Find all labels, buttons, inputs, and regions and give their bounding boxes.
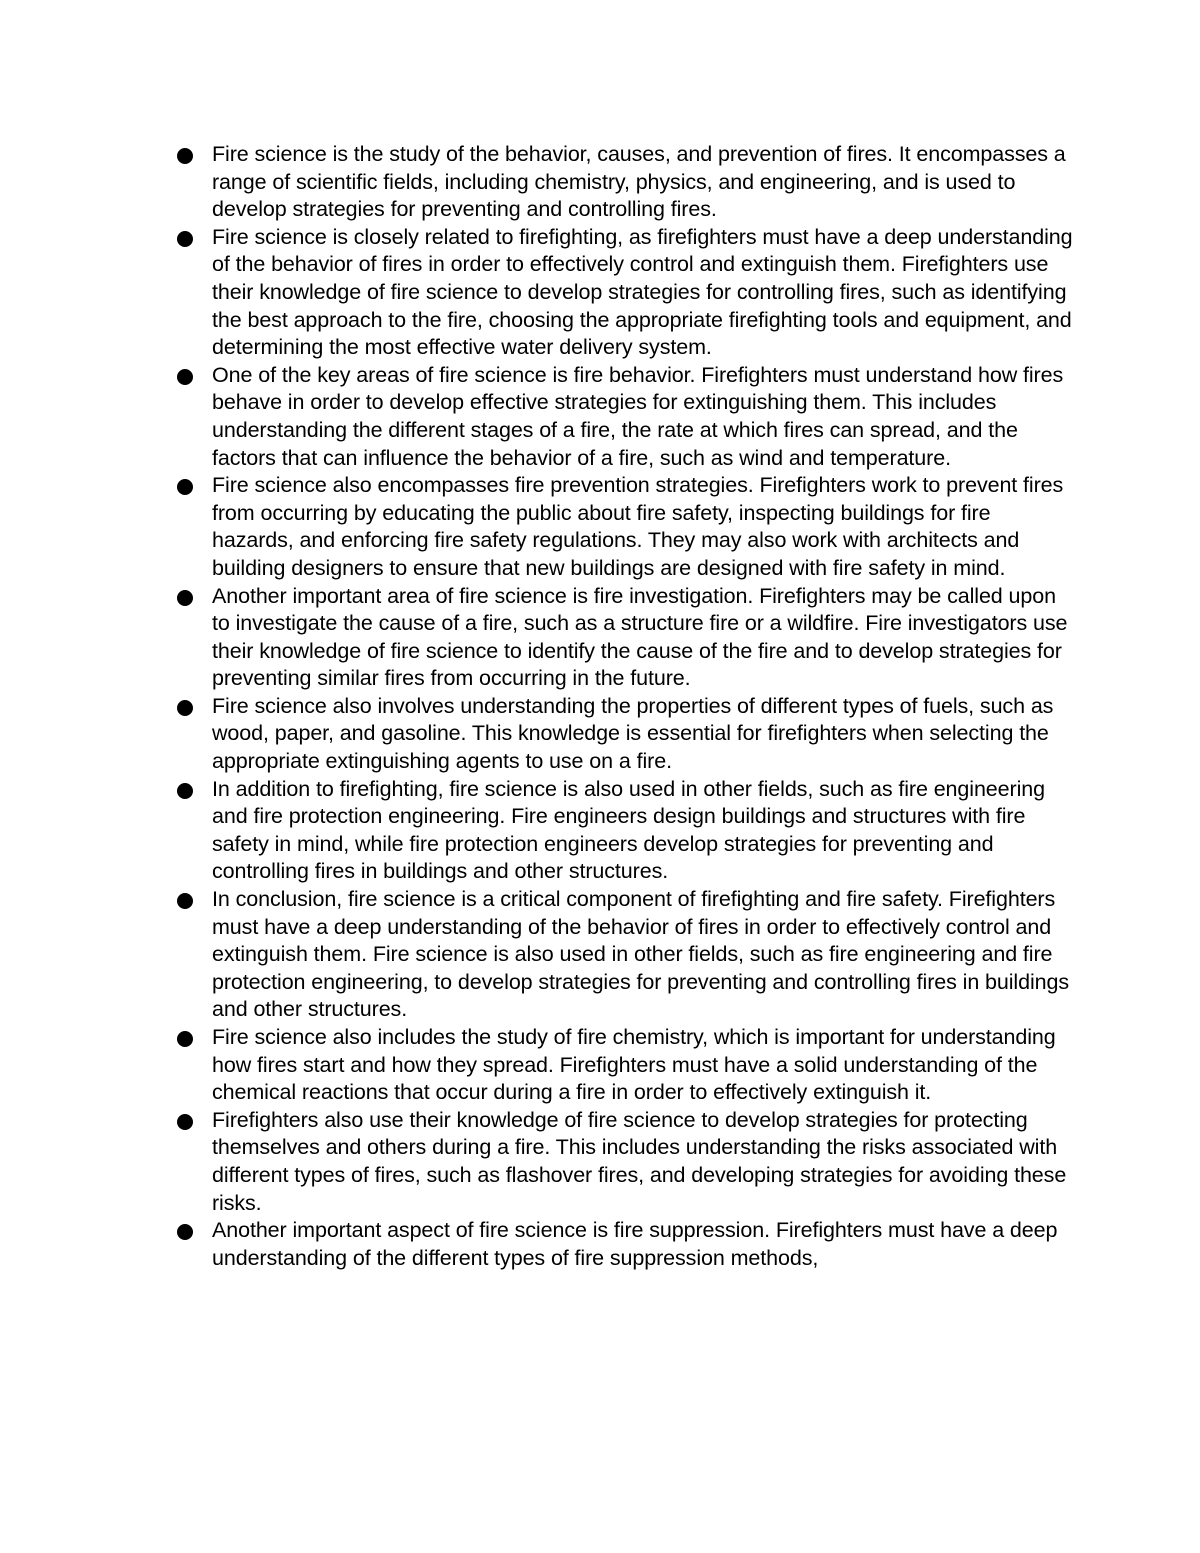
bullet-dot-icon [177,1031,193,1047]
bullet-dot-icon [177,700,193,716]
bullet-dot-icon [177,231,193,247]
bullet-dot-icon [177,1114,193,1130]
bullet-dot-icon [177,148,193,164]
bullet-text: Fire science also involves understanding the properties of different types of fuels, such as wood, paper, and gasoline. This knowledge is essential for firefighters when selecting the appropriate extinguishing agents to use on a fire. [212,693,1054,774]
list-item [176,886,1076,1024]
bullet-list [176,141,1076,1272]
bullet-dot-icon [177,1224,193,1240]
bullet-text: In conclusion, fire science is a critical component of firefighting and fire safety. Firefighters must have a deep understanding of the behavior of fires in order to effectively control and extinguish them. Fire science is also used in other fields, such as fire engineering and fire protection engineering, to develop strategies for preventing and controlling fires in buildings and other structures. [212,887,1070,1022]
bullet-text: Another important area of fire science is fire investigation. Firefighters may be called upon to investigate the cause of a fire, such as a structure fire or a wildfire. Fire investigators use their knowledge of fire science to identify the cause of the fire and to develop strategies for preventing similar fires from occurring in the future. [212,583,1068,691]
bullet-dot-icon [177,369,193,385]
bullet-dot-icon [177,479,193,495]
bullet-text: Firefighters also use their knowledge of fire science to develop strategies for protecting themselves and others during a fire. This includes understanding the risks associated with different types of fires, such as flashover fires, and developing strategies for avoiding these risks. [212,1107,1067,1215]
list-item [176,141,1076,224]
bullet-text: Fire science also includes the study of fire chemistry, which is important for understanding how fires start and how they spread. Firefighters must have a solid understanding of the chemical reactions that occur during a fire in order to effectively extinguish it. [212,1025,1056,1105]
bullet-text: In addition to firefighting, fire science is also used in other fields, such as fire engineering and fire protection engineering. Fire engineers design buildings and structures with fire safety in mind, while fire protection engineers develop strategies for preventing and controlling fires in buildings and other structures. [212,776,1045,884]
list-item [176,583,1076,693]
bullet-text: Fire science is the study of the behavior, causes, and prevention of fires. It encompasses a range of scientific fields, including chemistry, physics, and engineering, and is used to develop strategies for preventing and controlling fires. [212,142,1066,222]
list-item [176,224,1076,362]
bullet-text: One of the key areas of fire science is fire behavior. Firefighters must understand how fires behave in order to develop effective strategies for extinguishing them. This includes understanding the different stages of a fire, the rate at which fires can spread, and the factors that can influence the behavior of a fire, such as wind and temperature. [212,362,1064,470]
list-item [176,776,1076,886]
list-item [176,693,1076,776]
list-item [176,362,1076,472]
bullet-text: Fire science also encompasses fire prevention strategies. Firefighters work to prevent fires from occurring by educating the public about fire safety, inspecting buildings for fire hazards, and enforcing fire safety regulations. They may also work with architects and building designers to ensure that new buildings are designed with fire safety in mind. [212,473,1064,580]
bullet-dot-icon [177,783,193,799]
bullet-text: Another important aspect of fire science is fire suppression. Firefighters must have a deep understanding of the different types of fire suppression methods, [212,1218,1058,1270]
bullet-dot-icon [177,893,193,909]
list-item [176,1107,1076,1217]
bullet-text: Fire science is closely related to firefighting, as firefighters must have a deep understanding of the behavior of fires in order to effectively control and extinguish them. Firefighters use their knowledge of fire science to develop strategies for controlling fires, such as identifying the best approach to the fire, choosing the appropriate firefighting tools and equipment, and determining the most effective water delivery system. [212,224,1073,360]
bullet-dot-icon [177,590,193,606]
list-item [176,1024,1076,1107]
list-item [176,472,1076,582]
list-item [176,1217,1076,1272]
